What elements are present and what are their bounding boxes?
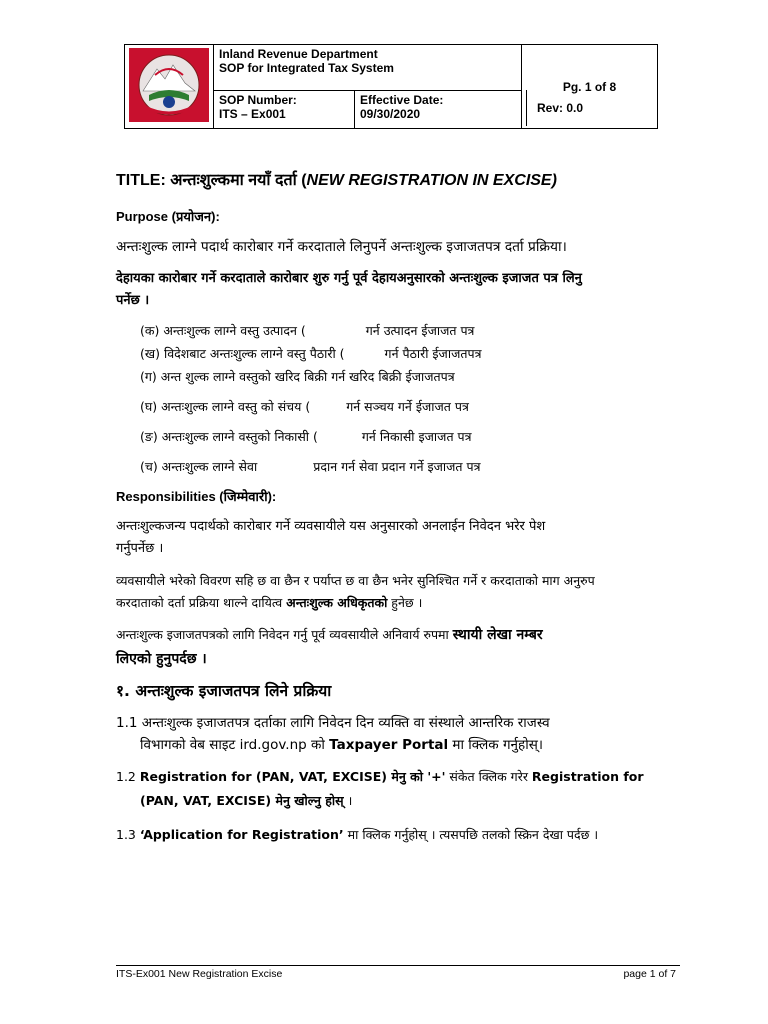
step-1-1-line-b: विभागको वेब साइट ird.gov.np को Taxpayer Portal मा क्लिक गर्नुहोस्। — [140, 737, 543, 753]
title-prefix: TITLE: अन्तःशुल्कमा नयाँ दर्ता ( — [116, 172, 307, 189]
step-1-2-line-a: 1.2 Registration for (PAN, VAT, EXCISE) मेनु को '+' संकेत क्लिक गरेर Registration for — [116, 769, 644, 784]
purpose-line-2a: देहायका कारोबार गर्ने करदाताले कारोबार शुरु गर्नु पूर्व देहायअनुसारको अन्तःशुल्क इजाजत पत्र लिनु — [116, 271, 582, 286]
responsibility-p2a: व्यवसायीले भरेको विवरण सहि छ वा छैन र पर्याप्त छ वा छैन भनेर सुनिश्चित गर्ने र करदाताको माग अनुरुप — [116, 573, 595, 588]
sop-number-label: SOP Number: — [219, 93, 297, 108]
purpose-item-gha: (घ) अन्तःशुल्क लाग्ने वस्तु को संचय ( गर्न सञ्चय गर्ने ईजाजत पत्र — [140, 399, 469, 414]
department-name: Inland Revenue Department — [219, 47, 378, 61]
page-title — [116, 172, 692, 190]
footer-page-number: page 1 of 7 — [623, 968, 676, 980]
responsibilities-label: Responsibilities (जिम्मेवारी): — [116, 489, 277, 504]
purpose-item-ga: (ग) अन्त शुल्क लाग्ने वस्तुको खरिद बिक्री गर्न खरिद बिक्री ईजाजतपत्र — [140, 369, 455, 384]
step-number: 1.3 — [116, 827, 136, 842]
effective-date-label: Effective Date: — [360, 93, 444, 108]
responsibility-p1a: अन्तःशुल्कजन्य पदार्थको कारोबार गर्ने व्यवसायीले यस अनुसारको अनलाईन निवेदन भरेर पेश — [116, 519, 546, 534]
effective-date-value: 09/30/2020 — [360, 107, 421, 122]
title-english: NEW REGISTRATION IN EXCISE) — [306, 172, 557, 189]
footer-divider — [116, 965, 680, 966]
purpose-item-ka: (क) अन्तःशुल्क लाग्ने वस्तु उत्पादन ( गर्न उत्पादन ईजाजत पत्र — [140, 323, 475, 338]
purpose-item-kha: (ख) विदेशबाट अन्तःशुल्क लाग्ने वस्तु पैठारी ( गर्न पैठारी ईजाजतपत्र — [140, 346, 482, 361]
responsibility-p2b: करदाताको दर्ता प्रक्रिया थाल्ने दायित्व अन्तःशुल्क अधिकृतको हुनेछ । — [116, 595, 423, 610]
purpose-item-nga: (ङ) अन्तःशुल्क लाग्ने वस्तुको निकासी ( गर्न निकासी इजाजत पत्र — [140, 429, 472, 444]
responsibility-p1b: गर्नुपर्नेछ । — [116, 541, 164, 556]
purpose-label: Purpose (प्रयोजन): — [116, 209, 220, 224]
step-number: 1.1 — [116, 715, 138, 731]
purpose-line-1: अन्तःशुल्क लाग्ने पदार्थ कारोबार गर्ने करदाताले लिनुपर्ने अन्तःशुल्क इजाजतपत्र दर्ता प्रक्रिया। — [116, 239, 567, 255]
section-1-heading: १. अन्तःशुल्क इजाजतपत्र लिने प्रक्रिया — [116, 682, 332, 700]
responsibility-p3b: लिएको हुनुपर्दछ । — [116, 651, 207, 667]
responsibility-p3a: अन्तःशुल्क इजाजतपत्रको लागि निवेदन गर्नु पूर्व व्यवसायीले अनिवार्य रुपमा स्थायी लेखा नम्बर — [116, 627, 543, 643]
sop-system-title: SOP for Integrated Tax System — [219, 61, 394, 75]
step-1-2-line-b: (PAN, VAT, EXCISE) मेनु खोल्नु होस् । — [140, 793, 353, 808]
step-1-1-line-a: 1.1 अन्तःशुल्क इजाजतपत्र दर्ताका लागि निवेदन दिन व्यक्ति वा संस्थाले आन्तरिक राजस्व — [116, 715, 550, 731]
step-number: 1.2 — [116, 769, 136, 784]
taxpayer-portal-text: Taxpayer Portal — [329, 737, 449, 753]
purpose-item-cha: (च) अन्तःशुल्क लाग्ने सेवा प्रदान गर्न सेवा प्रदान गर्ने इजाजत पत्र — [140, 459, 481, 474]
purpose-line-2b: पर्नेछ । — [116, 293, 150, 308]
nepal-emblem-logo — [125, 45, 213, 125]
page-indicator: Pg. 1 of 8 — [562, 79, 617, 94]
sop-number-value: ITS – Ex001 — [219, 107, 286, 122]
revision-value: Rev: 0.0 — [536, 101, 584, 115]
step-1-3-line: 1.3 ‘Application for Registration’ मा क्लिक गर्नुहोस् । त्यसपछि तलको स्क्रिन देखा पर्दछ । — [116, 827, 599, 842]
footer-doc-id: ITS-Ex001 New Registration Excise — [116, 968, 283, 980]
revision-cell — [526, 90, 593, 126]
logo-cell — [125, 45, 214, 129]
